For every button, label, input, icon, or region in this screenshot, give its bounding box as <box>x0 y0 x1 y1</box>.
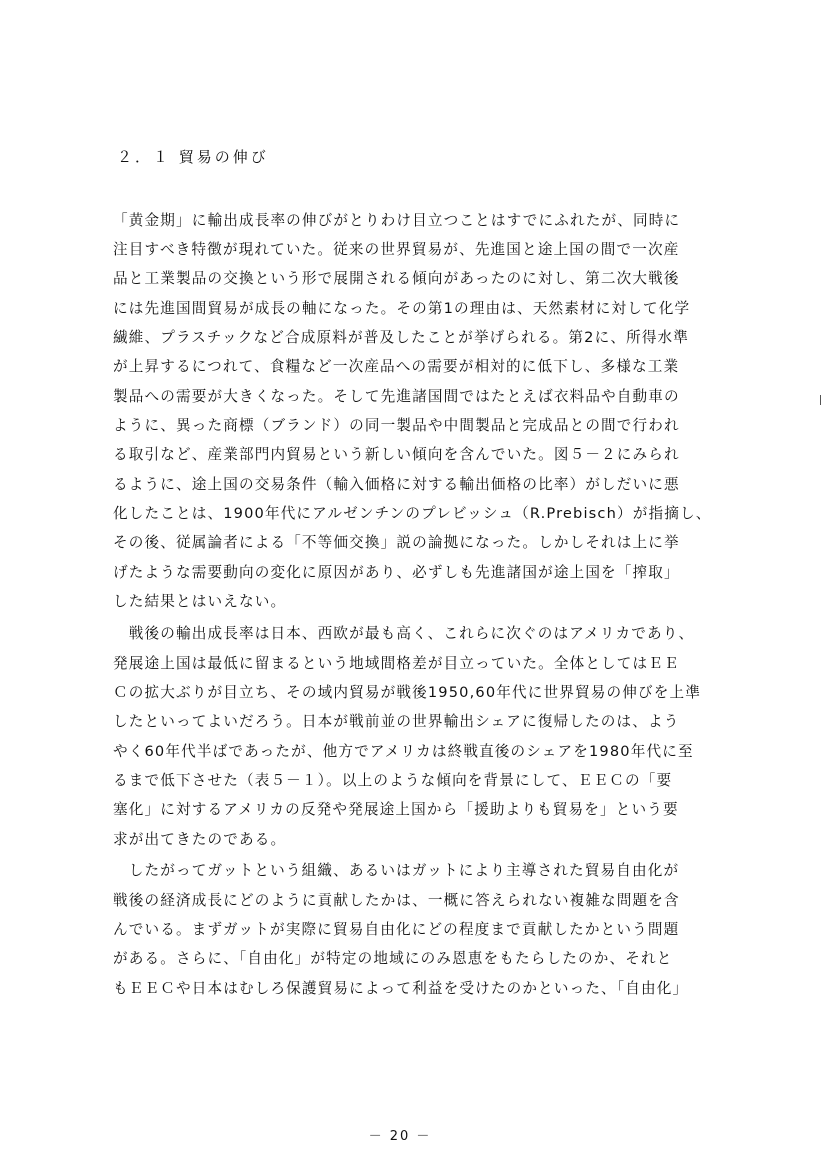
body-text-line: やく60年代半ばであったが、他方でアメリカは終戦直後のシェアを1980年代に至 <box>113 743 694 760</box>
body-text-line: 戦後の輸出成長率は日本、西欧が最も高く、これらに次ぐのはアメリカであり、 <box>113 625 695 642</box>
body-text-line: 戦後の経済成長にどのように貢献したかは、一概に答えられない複雑な問題を含 <box>113 892 680 909</box>
body-text-line: Ｃの拡大ぶりが目立ち、その域内貿易が戦後1950,60年代に世界貿易の伸びを上凖 <box>113 684 701 701</box>
body-text-line: 品と工業製品の交換という形で展開される傾向があったのに対し、第二次大戦後 <box>113 270 680 287</box>
body-text-line: したといってよいだろう。日本が戦前並の世界輸出シェアに復帰したのは、よう <box>113 713 680 730</box>
body-text-line: には先進国間貿易が成長の軸になった。その第1の理由は、天然素材に対して化学 <box>113 300 691 317</box>
body-text-line: がある。さらに、「自由化」が特定の地域にのみ恩恵をもたらしたのか、それと <box>113 950 673 967</box>
body-text-line: げたような需要動向の変化に原因があり、必ずしも先進諸国が途上国を「搾取」 <box>113 564 680 581</box>
body-text-line: るまで低下させた（表５－１）。以上のような傾向を背景にして、ＥＥＣの「要 <box>113 772 673 789</box>
body-text-line: 発展途上国は最低に留まるという地域間格差が目立っていた。全体としてはＥＥ <box>113 655 680 672</box>
body-text-line: ように、異った商標（ブランド）の同一製品や中間製品と完成品との間で行われ <box>113 417 680 434</box>
body-text-line: した結果とはいえない。 <box>113 593 287 610</box>
body-text-line: 求が出てきたのである。 <box>113 831 287 848</box>
body-text-line: 注目すべき特徴が現れていた。従来の世界貿易が、先進国と途上国の間で一次産 <box>113 241 680 258</box>
body-text-line: る取引など、産業部門内貿易という新しい傾向を含んでいた。図５－２にみられ <box>113 446 680 463</box>
page-number: － 20 － <box>368 1129 432 1144</box>
body-text-line: るように、途上国の交易条件（輸入価格に対する輸出価格の比率）がしだいに悪 <box>113 476 680 493</box>
body-text-line: したがってガットという組織、あるいはガットにより主導された貿易自由化が <box>113 862 680 879</box>
body-text-line: んでいる。まずガットが実際に貿易自由化にどの程度まで貢献したかという問題 <box>113 921 680 938</box>
body-text-line: 「黄金期」に輸出成長率の伸びがとりわけ目立つことはすでにふれたが、同時に <box>113 212 681 229</box>
section-heading: ２．１ 貿易の伸び <box>117 148 269 166</box>
body-text-line: 製品への需要が大きくなった。そして先進諸国間ではたとえば衣料品や自動車の <box>113 388 680 405</box>
body-text-line: 塞化」に対するアメリカの反発や発展途上国から「援助よりも貿易を」という要 <box>113 801 679 818</box>
body-text-line: が上昇するにつれて、食糧など一次産品への需要が相対的に低下し、多様な工業 <box>113 358 680 375</box>
body-text-line: 化したことは、1900年代にアルゼンチンのプレビッシュ（R.Prebisch）が指摘し、 <box>113 505 712 522</box>
body-text-line: 繊維、プラスチックなど合成原料が普及したことが挙げられる。第2に、所得水準 <box>113 329 690 346</box>
scan-artifact <box>820 395 821 405</box>
body-text-line: もＥＥＣや日本はむしろ保護貿易によって利益を受けたのかといった、「自由化」 <box>113 980 689 997</box>
body-text-line: その後、従属論者による「不等価交換」説の論拠になった。しかしそれは上に挙 <box>113 534 680 551</box>
